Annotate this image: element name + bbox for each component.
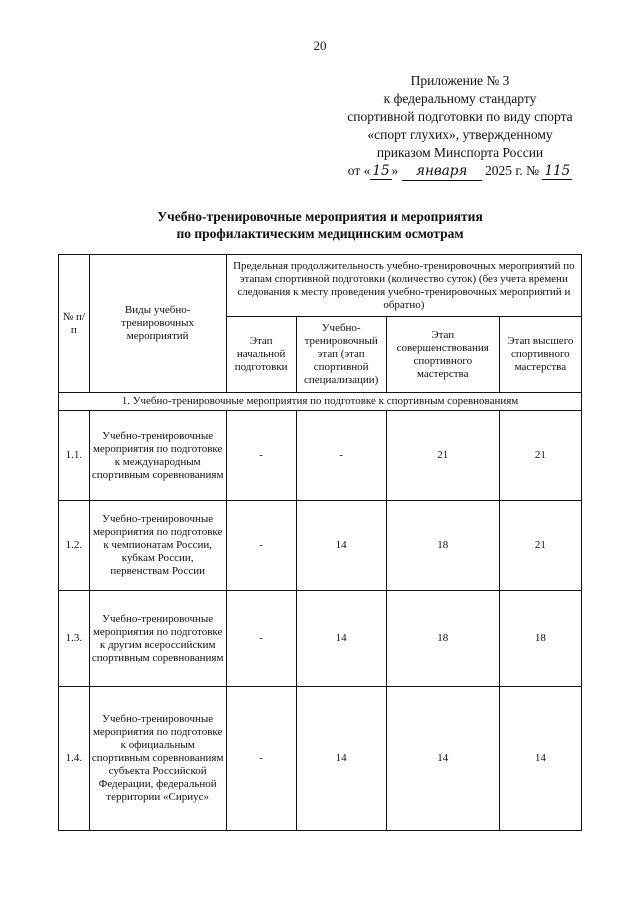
row-stage3-value: 14 (386, 687, 499, 831)
row-stage1-value: - (226, 687, 296, 831)
order-month-handwritten: января (402, 162, 482, 181)
header-duration: Предельная продолжительность учебно-тренировочных мероприятий по этапам спортивной подготовки (количество суток) (без учета времени следования к месту проведения учебно-тренировочных мероприятий и обратно) (226, 255, 581, 317)
page-number: 20 (313, 38, 327, 53)
document-title (0, 208, 640, 242)
row-stage4-value: 21 (499, 411, 581, 501)
header-stage-training: Учебно-тренировочный этап (этап спортивной специализации) (296, 317, 386, 393)
appendix-block (300, 72, 620, 181)
row-kind: Учебно-тренировочные мероприятия по подготовке к чемпионатам России, кубкам России, первенствам России (89, 501, 226, 591)
header-stage-highest: Этап высшего спортивного мастерства (499, 317, 581, 393)
order-prefix: от « (347, 163, 371, 178)
table-row (59, 411, 582, 501)
row-stage3-value: 18 (386, 501, 499, 591)
row-stage3-value: 18 (386, 591, 499, 687)
appendix-line-sport: спортивной подготовки по виду спорта (347, 109, 573, 124)
order-quote: » (391, 163, 399, 178)
header-kind: Виды учебно-тренировочных мероприятий (89, 255, 226, 393)
order-year: 2025 г. № (485, 163, 540, 178)
section-row (59, 393, 582, 411)
header-num: № п/п (59, 255, 90, 393)
table-row (59, 591, 582, 687)
appendix-title: Приложение № 3 (410, 73, 510, 88)
row-number: 1.1. (59, 411, 90, 501)
header-stage-improvement: Этап совершенствования спортивного мастерства (386, 317, 499, 393)
row-kind: Учебно-тренировочные мероприятия по подготовке к другим всероссийским спортивным соревнованиям (89, 591, 226, 687)
title-line-2: по профилактическим медицинским осмотрам (176, 226, 464, 241)
table-row (59, 501, 582, 591)
row-number: 1.2. (59, 501, 90, 591)
header-stage-initial: Этап начальной подготовки (226, 317, 296, 393)
row-number: 1.4. (59, 687, 90, 831)
row-stage2-value: 14 (296, 591, 386, 687)
row-stage2-value: - (296, 411, 386, 501)
order-date-line (300, 162, 620, 181)
order-number-handwritten: 115 (544, 163, 571, 179)
row-stage4-value: 21 (499, 501, 581, 591)
row-stage1-value: - (226, 501, 296, 591)
row-stage2-value: 14 (296, 501, 386, 591)
row-stage4-value: 18 (499, 591, 581, 687)
title-line-1: Учебно-тренировочные мероприятия и мероприятия (157, 209, 483, 224)
row-stage2-value: 14 (296, 687, 386, 831)
appendix-line-approved: «спорт глухих», утвержденному (367, 127, 553, 142)
row-kind: Учебно-тренировочные мероприятия по подготовке к международным спортивным соревнованиям (89, 411, 226, 501)
appendix-line-order: приказом Минспорта России (376, 145, 544, 160)
order-day-handwritten: 15 (372, 163, 390, 179)
row-stage1-value: - (226, 591, 296, 687)
row-number: 1.3. (59, 591, 90, 687)
row-kind: Учебно-тренировочные мероприятия по подготовке к официальным спортивным соревнованиям субъекта Российской Федерации, федеральной территории «Сириус» (89, 687, 226, 831)
row-stage4-value: 14 (499, 687, 581, 831)
appendix-line-standard: к федеральному стандарту (383, 91, 537, 106)
section-title: 1. Учебно-тренировочные мероприятия по подготовке к спортивным соревнованиям (59, 393, 582, 411)
events-table (58, 254, 582, 831)
row-stage3-value: 21 (386, 411, 499, 501)
table-row (59, 687, 582, 831)
row-stage1-value: - (226, 411, 296, 501)
